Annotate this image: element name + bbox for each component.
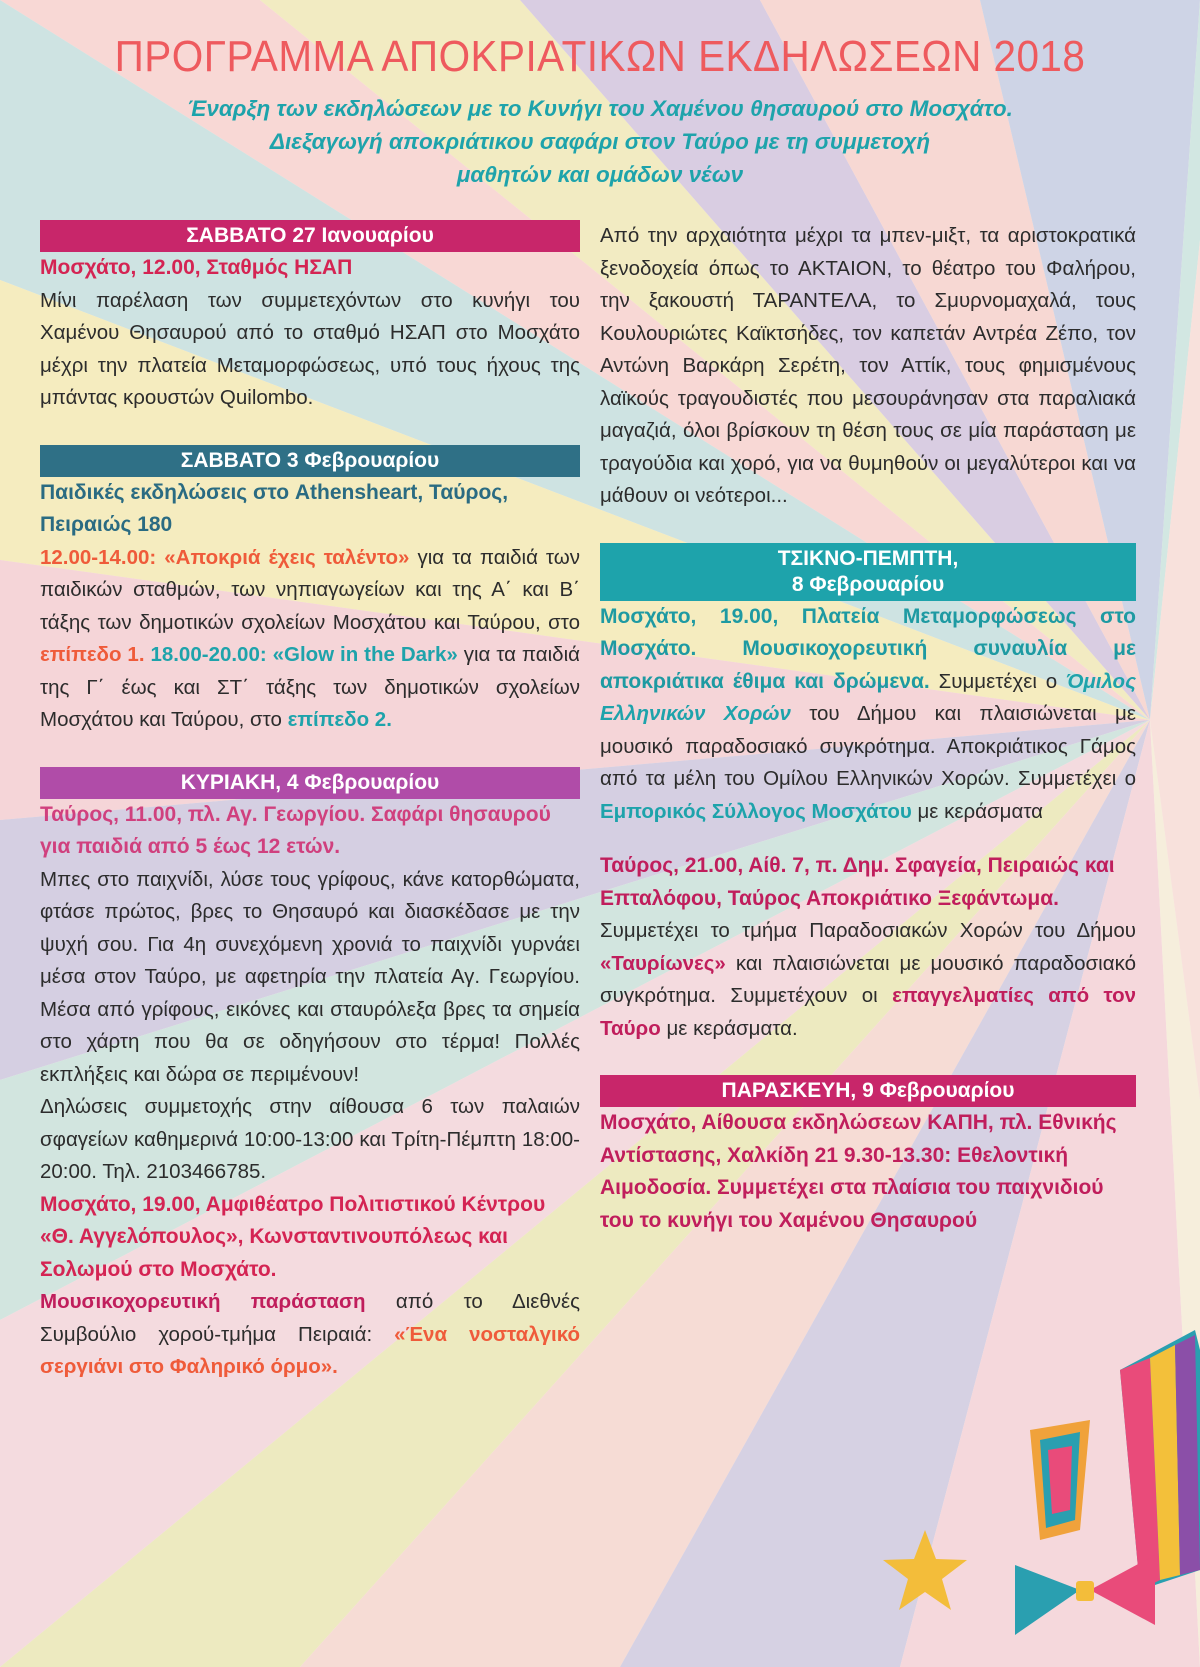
show-title: «Ένα νοσταλγικό σεργιάνι στο Φαληρικό όρμο».: [40, 1322, 580, 1378]
level-1-label: επίπεδο 1.: [40, 643, 145, 666]
event-title-glow: 18.00-20.00: «Glow in the Dark»: [150, 643, 458, 666]
event-body-thu-8-feb: [600, 601, 1136, 829]
event-body-sat-3-feb: [40, 542, 580, 737]
tavros-text-1: Συμμετέχει το τμήμα Παραδοσιακών Χορών του Δήμου: [600, 919, 1136, 942]
star-icon: [880, 1525, 970, 1615]
right-column: [600, 220, 1136, 1237]
section-header-sat-27-jan: ΣΑΒΒΑΤΟ 27 Ιανουαρίου: [40, 220, 580, 252]
tavros-text-2: και πλαισιώνεται με μουσικό παραδοσιακό συγκρότημα. Συμμετέχουν οι: [600, 951, 1136, 1007]
section-header-sun-4-feb: ΚΥΡΙΑΚΗ, 4 Φεβρουαρίου: [40, 767, 580, 799]
event-body-safari: Μπες στο παιχνίδι, λύσε τους γρίφους, κάνε κατορθώματα, φτάσε πρώτος, βρες το Θησαυρό και διασκέδασε με την ψυχή σου. Για 4η συνεχόμενη χρονιά το παιχνίδι γυρνάει μέσα στον Ταύρο, με αφετηρία την πλατεία Αγ. Γεωργίου. Μέσα από γρίφους, εικόνες και σταυρόλεξα βρες τα σημεία στο χάρτη που θα σε οδηγήσουν στο τέρμα! Πολλές εκπλήξεις και δώρα σε περιμένουν!: [40, 867, 580, 1086]
level-2-label: επίπεδο 2.: [287, 708, 392, 731]
event-text-talent: για τα παιδιά των παιδικών σταθμών, των νηπιαγωγείων και της Α΄ και Β΄ τάξης των δημοτικών σχολείων Μοσχάτου και Ταύρου, στο: [40, 545, 580, 634]
event-body-sat-27-jan: Μίνι παρέλαση των συμμετεχόντων στο κυνήγι του Χαμένου Θησαυρού από το σταθμό ΗΣΑΠ στο Μοσχάτο μέχρι την πλατεία Μεταμορφώσεως, υπό τους ήχους της μπάντας κρουστών Quilombo.: [40, 288, 580, 409]
event-text-glow: για τα παιδιά της Γ΄ έως και ΣΤ΄ τάξης των δημοτικών σχολείων Μοσχάτου και Ταύρου, στο: [40, 643, 580, 731]
event-registration: Δηλώσεις συμμετοχής στην αίθουσα 6 των παλαιών σφαγείων καθημερινά 10:00-13:00 και Τρίτη-Πέμπτη 18:00-20:00. Τηλ. 2103466785.: [40, 1095, 580, 1183]
event-lead-sun-4-feb: Ταύρος, 11.00, πλ. Αγ. Γεωργίου. Σαφάρι θησαυρού για παιδιά από 5 έως 12 ετών.: [40, 802, 551, 858]
show-label: Μουσικοχορευτική παράσταση: [40, 1290, 366, 1313]
subtitle-line-2: Διεξαγωγή αποκριάτικου σαφάρι στον Ταύρο με τη συμμετοχή: [269, 129, 931, 154]
thu-text-3: με κεράσματα: [917, 799, 1044, 823]
event-lead-thu-8-feb: Μοσχάτο, 19.00, Πλατεία Μεταμορφώσεως στο Μοσχάτο. Μουσικοχορευτική συναυλία με αποκριάτικα έθιμα και δρώμενα.: [600, 604, 1136, 693]
professionals-name: επαγγελματίες από τον Ταύρο: [600, 984, 1136, 1040]
section-header-thu-8-feb-line-2: 8 Φεβρουαρίου: [791, 572, 945, 596]
bow-tie-icon: [1010, 1545, 1160, 1645]
subtitle-line-3: μαθητών και ομάδων νέων: [456, 162, 744, 187]
section-header-thu-8-feb: [600, 543, 1136, 601]
event-lead-fri-9-feb: Μοσχάτο, Αίθουσα εκδηλώσεων ΚΑΠΗ, πλ. Εθνικής Αντίστασης, Χαλκίδη 21 9.30-13.30: Εθελοντική Αιμοδοσία. Συμμετέχει στα πλαίσια του παιχνιδιού του το κυνήγι του Χαμένου Θησαυρού: [600, 1111, 1117, 1232]
page-title: ΠΡΟΓΡΑΜΜΑ ΑΠΟΚΡΙΑΤΙΚΩΝ ΕΚΔΗΛΩΣΕΩΝ 2018: [114, 32, 1086, 81]
tavros-text-3: με κεράσματα.: [666, 1016, 798, 1040]
event-lead-sat-3-feb: Παιδικές εκδηλώσεις στο Athensheart, Ταύρος, Πειραιώς 180: [40, 480, 509, 536]
thu-text-2: του Δήμου και πλαισιώνεται με μουσικό παραδοσιακό συγκρότημα. Αποκριάτικος Γάμος από τα μέλη του Ομίλου Ελληνικών Χορών. Συμμετέχει ο: [600, 702, 1137, 790]
thu-text-1: Συμμετέχει ο: [938, 669, 1058, 693]
trade-association-name: Εμπορικός Σύλλογος Μοσχάτου: [600, 799, 912, 823]
show-description: Από την αρχαιότητα μέχρι τα μπεν-μιξτ, τα αριστοκρατικά ξενοδοχεία όπως το ΑΚΤΑΙΟΝ, το θέατρο του Φαλήρου, την ξακουστή ΤΑΡΑΝΤΕΛΑ, το Σμυρνομαχαλά, τους Κουλουριώτες Καϊκτσήδες, τον καπετάν Αντρέα Ζέπο, τον Αντώνη Βαρκάρη Σερέτη, τον Αττίκ, τους φημισμένους λαϊκούς τραγουδιστές που μεσουράνησαν στα παραλιακά μαγαζιά, όλοι βρίσκουν τη θέση τους σε μία παράσταση με τραγούδια και χορό, για να θυμηθούν οι μεγαλύτεροι και να μάθουν οι νεότεροι...: [600, 224, 1136, 507]
show-text: από το Διεθνές Συμβούλιο χορού-τμήμα Πειραιά:: [40, 1290, 581, 1346]
page-subtitle: [100, 92, 1100, 191]
event-lead-tavros: Ταύρος, 21.00, Αίθ. 7, π. Δημ. Σφαγεία, Πειραιώς και Επταλόφου, Ταύρος Αποκριάτικο Ξεφάντωμα.: [600, 854, 1115, 910]
tauriones-name: «Ταυρίωνες»: [600, 951, 726, 975]
section-header-thu-8-feb-line-1: ΤΣΙΚΝΟ-ΠΕΜΠΤΗ,: [777, 546, 959, 570]
event-lead-amphitheatre: Μοσχάτο, 19.00, Αμφιθέατρο Πολιτιστικού Κέντρου «Θ. Αγγελόπουλος», Κωνσταντινουπόλεως και Σολωμού στο Μοσχάτο.: [40, 1192, 546, 1281]
event-lead-sat-27-jan: Μοσχάτο, 12.00, Σταθμός ΗΣΑΠ: [40, 256, 353, 279]
subtitle-line-1: Έναρξη των εκδηλώσεων με το Κυνήγι του Χαμένου θησαυρού στο Μοσχάτο.: [187, 96, 1013, 121]
section-header-fri-9-feb: ΠΑΡΑΣΚΕΥΗ, 9 Φεβρουαρίου: [600, 1075, 1136, 1107]
dance-group-name: Όμιλος Ελληνικών Χορών: [600, 669, 1136, 725]
left-column: [40, 220, 580, 1384]
section-header-sat-3-feb: ΣΑΒΒΑΤΟ 3 Φεβρουαρίου: [40, 445, 580, 477]
event-body-tavros: [600, 915, 1136, 1045]
event-body-show: [40, 1286, 580, 1384]
event-title-talent: 12.00-14.00: «Αποκριά έχεις ταλέντο»: [40, 545, 410, 569]
party-horn-icon: [1020, 1420, 1100, 1540]
